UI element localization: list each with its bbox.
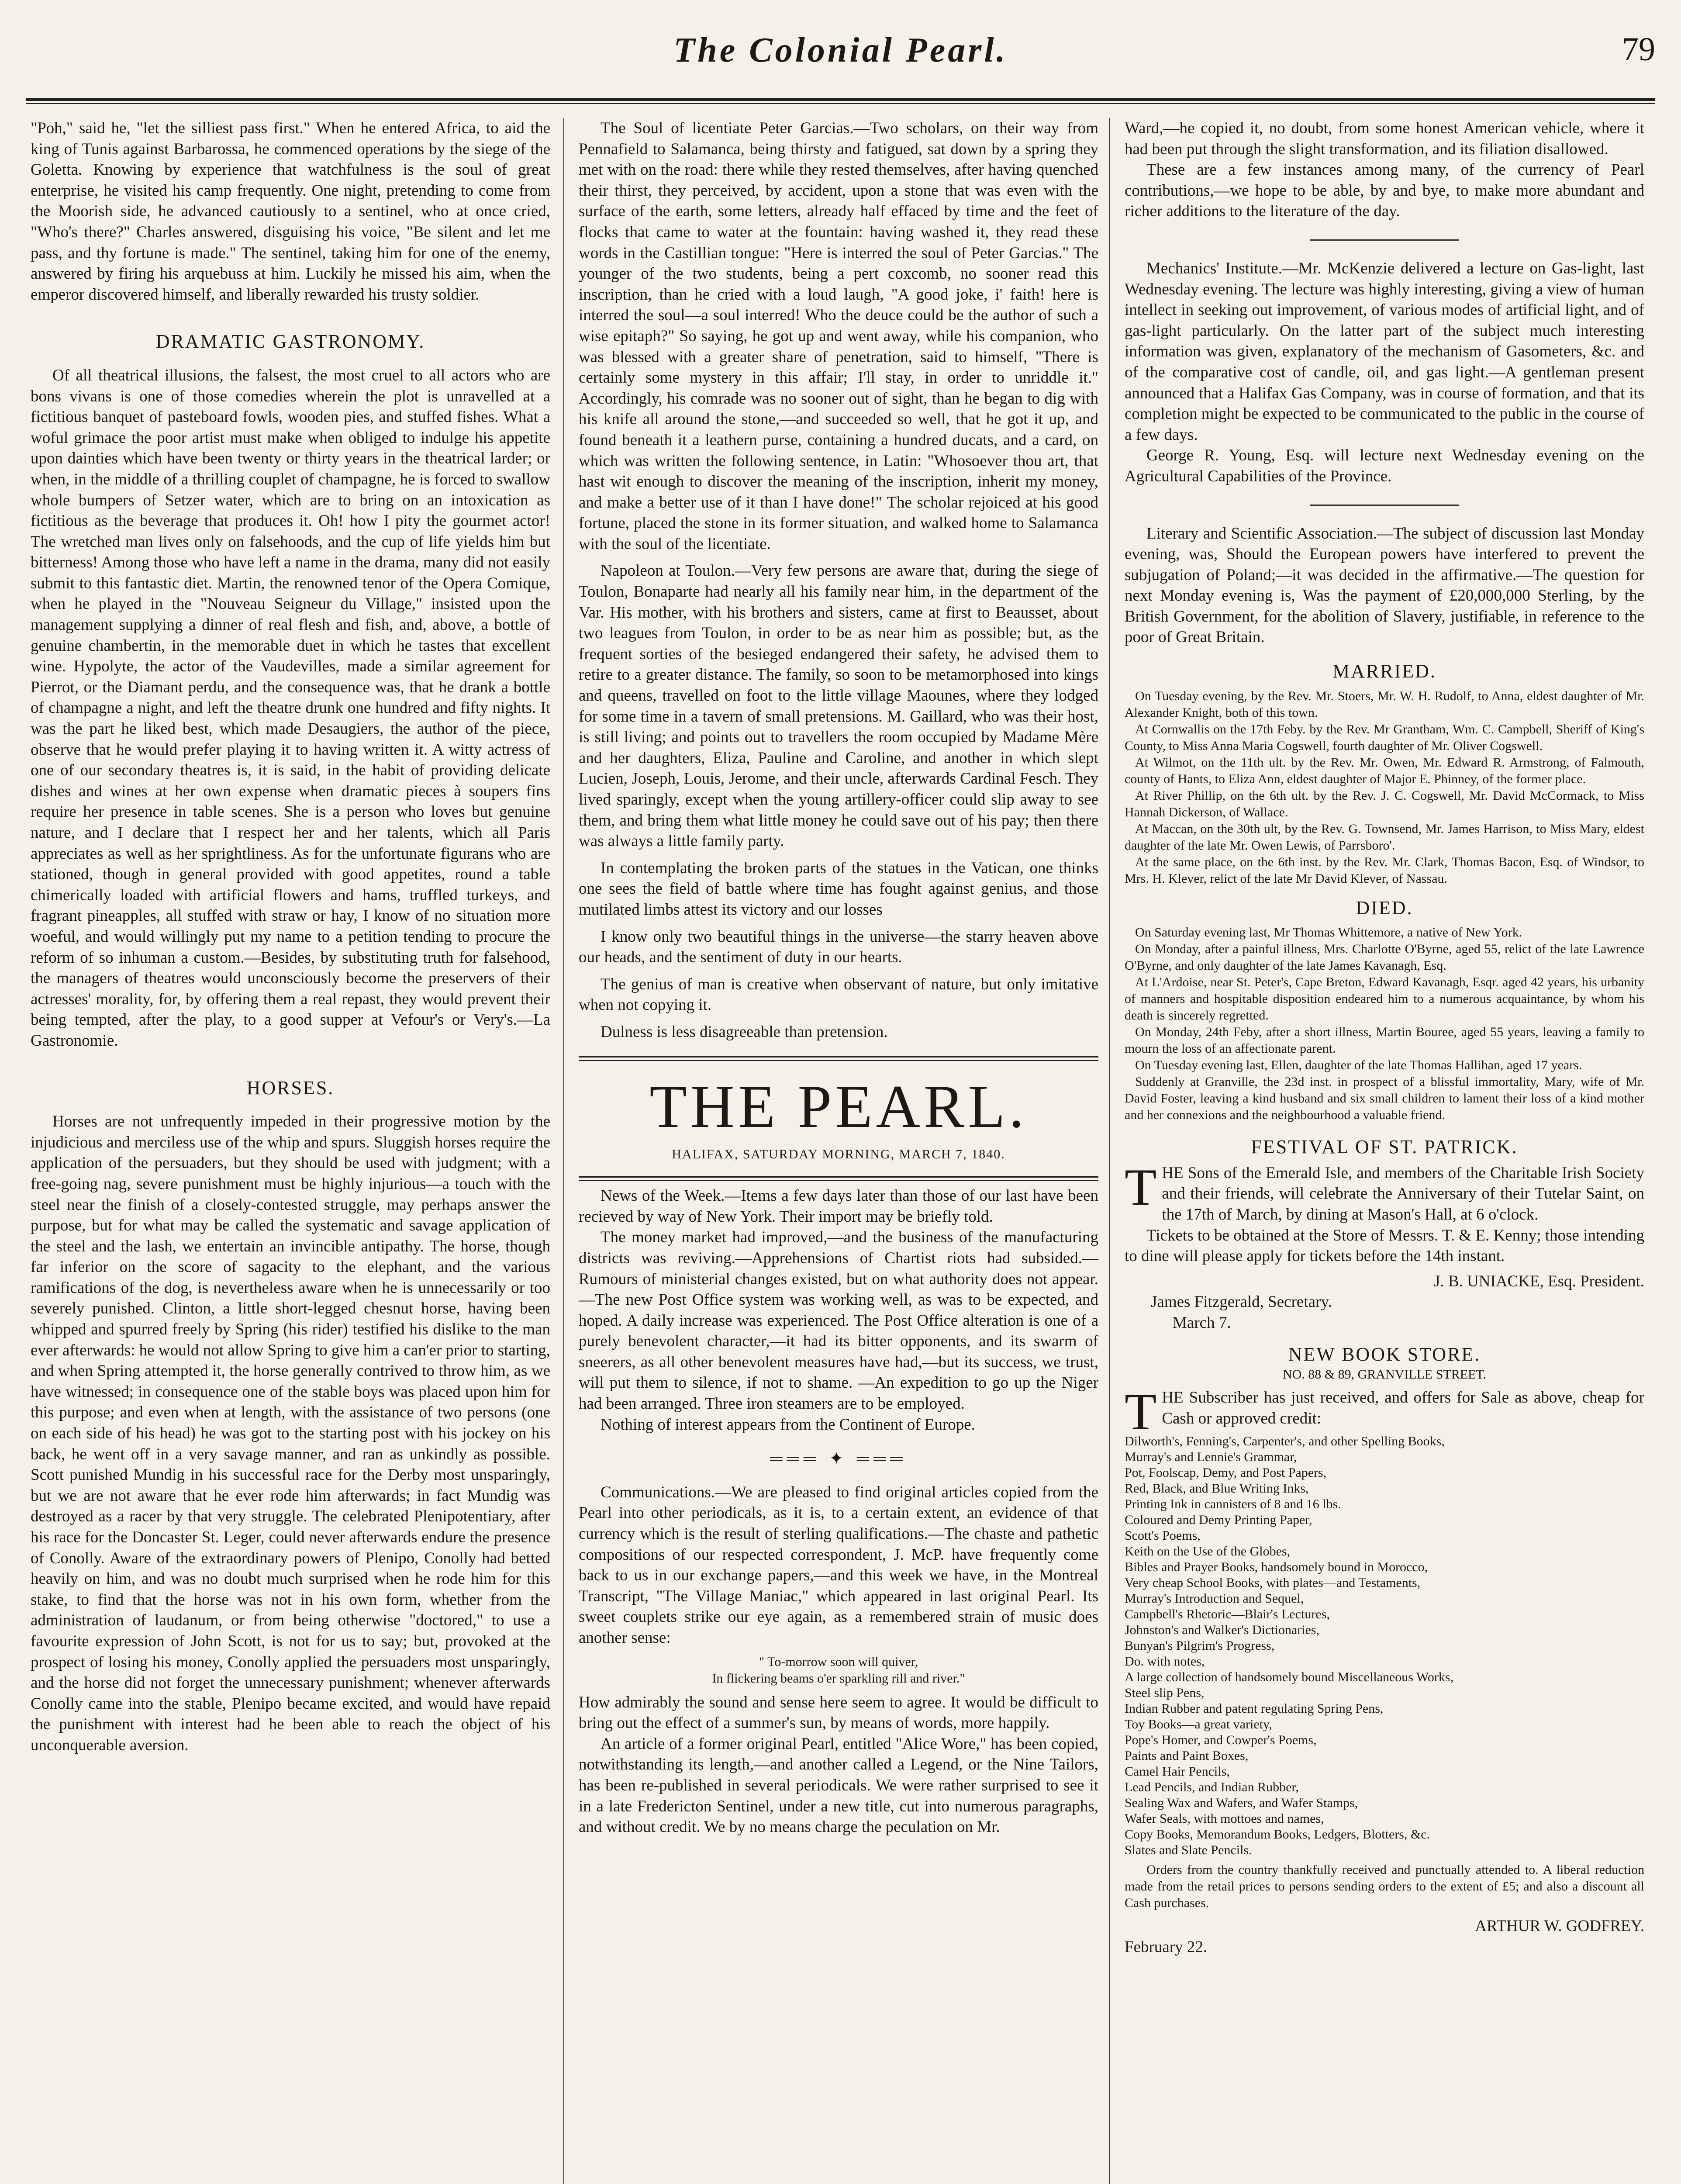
book-item: Toy Books—a great variety, (1125, 1717, 1272, 1732)
masthead (26, 31, 1655, 92)
column-divider (563, 118, 564, 2184)
book-item: Paints and Paint Boxes, (1125, 1749, 1249, 1763)
book-item: Lead Pencils, and Indian Rubber, (1125, 1780, 1299, 1795)
book-item: Steel slip Pens, (1125, 1686, 1205, 1700)
festival-date: March 7. (1173, 1314, 1231, 1332)
pearl-title: THE PEARL. (649, 1072, 1028, 1140)
festival-secretary: James Fitzgerald, Secretary. (1151, 1293, 1332, 1311)
married-item: At the same place, on the 6th inst. by the Rev. Mr. Clark, Thomas Bacon, Esq. of Windsor, to Mrs. H. Klever, relict of the late Mr David Klever, of Nassau. (1125, 854, 1644, 886)
book-item: Bibles and Prayer Books, handsomely bound in Morocco, (1125, 1560, 1428, 1575)
page-number: 79 (1622, 31, 1655, 68)
heading-bookstore: NEW BOOK STORE. (1288, 1343, 1481, 1365)
verse-line-1: " To-morrow soon will quiver, (759, 1654, 918, 1669)
book-item: Indian Rubber and patent regulating Spring Pens, (1125, 1701, 1384, 1716)
ward-paragraph: Ward,—he copied it, no doubt, from some honest American vehicle, where it had been put through the slight transformation, and its filiation disallowed. (1125, 119, 1644, 158)
died-list (1125, 924, 1644, 1123)
book-item: Copy Books, Memorandum Books, Ledgers, Blotters, &c. (1125, 1827, 1430, 1842)
verse-line-2: In flickering beams o'er sparkling rill and river." (712, 1671, 965, 1686)
article-starry-heaven: I know only two beautiful things in the universe—the starry heaven above our heads, and the sentiment of duty in our hearts. (579, 927, 1098, 967)
married-item: At River Phillip, on the 6th ult. by the Rev. J. C. Cogswell, Mr. David McCormack, to Miss Hannah Dickerson, of Wallace. (1125, 788, 1644, 819)
alice-wore-paragraph: An article of a former original Pearl, entitled "Alice Wore," has been copied, notwithstanding its length,—and another called a Legend, or the Nine Tailors, has been re-published in several periodicals. We were rather surprised to see it in a late Fredericton Sentinel, under a new title, cut into numerous paragraphs, and without credit. We by no means charge the peculation on Mr. (579, 1735, 1098, 1836)
communications-paragraph: Communications.—We are pleased to find original articles copied from the Pearl into other periodicals, as it is, to a certain extent, an evidence of that currency which is the result of sterling qualifications.—The chaste and pathetic compositions of our respected correspondent, J. McP. have frequently come back to us in our exchange papers,—and this week we have, in the Montreal Transcript, "The Village Maniac," which appeared in last original Pearl. Its sweet couplets strike our eye again, as a remembered strain of music does another sense: (579, 1483, 1098, 1647)
article-napoleon-toulon: Napoleon at Toulon.—Very few persons are aware that, during the siege of Toulon, Bonaparte had nearly all his family near him, in the department of the Var. His mother, with his brothers and sisters, came at first to Beausset, about two leagues from Toulon, in order to be as near him as possible; but, as the frequent sorties of the besieged endangered their safety, he advised them to retire to a greater distance. The family, so soon to be metamorphosed into kings and queens, travelled on foot to the little village Maounes, where they lodged for some time in a tavern of small pretensions. M. Gaillard, who was their host, is still living; and points out to travellers the room occupied by Madame Mère and her daughters, Eliza, Pauline and Caroline, and another in which slept Lucien, Joseph, Louis, Jerome, and their uncle, afterwards Cardinal Fesch. They lived sparingly, except when the young artillery-officer could slip away to see them, and bring them what little money he could save out of his pay; then there was always a little family party. (579, 562, 1098, 850)
festival-paragraph (1125, 1158, 1644, 1225)
heading-dramatic-gastronomy: DRAMATIC GASTRONOMY. (155, 331, 425, 352)
died-item: On Monday, 24th Feby, after a short illness, Martin Bouree, aged 55 years, leaving a family to mourn the loss of an affectionate parent. (1125, 1025, 1644, 1056)
book-item: Johnston's and Walker's Dictionaries, (1125, 1623, 1320, 1638)
married-item: At Maccan, on the 30th ult, by the Rev. G. Townsend, Mr. James Harrison, to Miss Mary, eldest daughter of the late Mr. Owen Lewis, of Parrsboro'. (1125, 821, 1644, 853)
bookstore-address: NO. 88 & 89, GRANVILLE STREET. (1282, 1367, 1487, 1382)
news-of-week-intro: News of the Week.—Items a few days later than those of our last have been recieved by way of New York. Their import may be briefly told. (579, 1187, 1098, 1226)
book-item: Wafer Seals, with mottoes and names, (1125, 1811, 1324, 1826)
book-item: Pope's Homer, and Cowper's Poems, (1125, 1733, 1317, 1748)
article-dulness: Dulness is less disagreeable than pretension. (601, 1023, 888, 1041)
mechanics-institute-paragraph: Mechanics' Institute.—Mr. McKenzie delivered a lecture on Gas-light, last Wednesday evening. The lecture was highly interesting, giving a view of human intellect in seeking out improvement, of various modes of artificial light, and of gas-light particularly. On the latter part of the subject much interesting information was given, explanatory of the mechanism of Gasometers, &c. and of the comparative cost of candle, oil, and gas light.—A gentleman present announced that a Halifax Gas Company, was in course of formation, and that its completion might be expected to be communicated to the public in the course of a few days. (1125, 259, 1644, 444)
book-item: Bunyan's Pilgrim's Progress, (1125, 1638, 1275, 1653)
bookstore-dropcap: T (1125, 1382, 1157, 1441)
short-rule (1310, 505, 1459, 506)
article-gastronomy-paragraph: Of all theatrical illusions, the falsest, the most cruel to all actors who are bons vivans is one of those comedies wherein the plot is unravelled at a fictitious banquet of pasteboard fowls, wooden pies, and stuffed fishes. What a woful grimace the poor artist must make when obliged to indulge his appetite upon dainties which have been twenty or thirty years in the theatrical larder; or when, in the middle of a thrilling couplet of champagne, he is forced to swallow whole bumpers of Setzer water, which are to bring on an intoxication as fictitious as the beverage that produces it. Oh! how I pity the gourmet actor! The wretched man lives only on falsehoods, and the cup of life yields him but bitterness! Among those who have left a name in the drama, many did not easily submit to this fantastic diet. Martin, the renowned tenor of the Opera Comique, when he played in the "Nouveau Seigneur du Village," insisted upon the management supplying a dinner of real flesh and fish, and, above, a bottle of genuine chambertin, in the memorable duet in which he tastes that excellent wine. Hypolyte, the actor of the Vaudevilles, made a similar agreement for Pierrot, or the Diamant perdu, and the consequence was, that he drank a bottle of champagne a night, and left the theatre drunk one hundred and fifty nights. It was the part he liked best, which made Desaugiers, the author of the piece, observe that he would prefer playing it to having written it. A witty actress of one of our secondary theatres is, it is said, in the habit of providing delicate dishes and wines at her own expense when dramatic pieces à soupers fins require her presence in table scenes. She is a person who loves but genuine nature, and I declare that I respect her and her talents, which all Paris appreciates as well as her sprightliness. As for the unfortunate figurans who are stationed, though in general provided with good appetites, round a table chimerically loaded with artificial flowers and hams, truffled turkeys, and fragrant pineapples, all stuffed with straw or hay, I know of no situation more woeful, and would willingly put my name to a petition tending to procure the reform of so inhuman a custom.—Besides, by substituting truth for falsehood, the managers of theatres would unconsciously become the preservers of their actresses' morality, for, by offering them a real repast, they would prevent their being tempted, after the play, to a good supper at Vefour's or Very's.—La Gastronomie. (31, 366, 550, 1050)
died-item: On Monday, after a painful illness, Mrs. Charlotte O'Byrne, aged 55, relict of the late Lawrence O'Byrne, and only daughter of the late James Kavanagh, Esq. (1125, 942, 1644, 973)
bookstore-intro (1125, 1382, 1644, 1441)
column-divider (1109, 118, 1110, 2184)
book-item: Murray's Introduction and Sequel, (1125, 1591, 1304, 1606)
heading-died: DIED. (1356, 897, 1413, 919)
festival-president: J. B. UNIACKE, Esq. President. (1433, 1272, 1644, 1290)
book-item: Red, Black, and Blue Writing Inks, (1125, 1481, 1309, 1496)
book-item: Camel Hair Pencils, (1125, 1764, 1230, 1779)
book-item: Campbell's Rhetoric—Blair's Lectures, (1125, 1607, 1330, 1622)
died-item: On Saturday evening last, Mr Thomas Whittemore, a native of New York. (1135, 925, 1522, 940)
book-item: Coloured and Demy Printing Paper, (1125, 1513, 1312, 1527)
book-item: Slates and Slate Pencils. (1125, 1843, 1252, 1858)
admirably-paragraph: How admirably the sound and sense here seem to agree. It would be difficult to bring out the effect of a summer's sun, by means of words, more happily. (579, 1693, 1098, 1732)
festival-dropcap: T (1125, 1158, 1157, 1216)
news-of-week-body: The money market had improved,—and the business of the manufacturing districts was reviving.—Apprehensions of Chartist riots had subsided.—Rumours of ministerial changes existed, but on what authority does not appear.—The new Post Office system was working well, as was to be expected, and hoped. A daily increase was experienced. The Post Office alteration is one of a purely benevolent character,—it had its bitter opponents, and its swarm of sneerers, as all other benevolent measures have had,—but its success, we trust, will put them to silence, if not to shame. —An expedition to go up the Niger had been arranged. Three iron steamers are to be employed. (579, 1228, 1098, 1413)
column-2 (579, 118, 1098, 1838)
book-item: Keith on the Use of the Globes, (1125, 1544, 1291, 1559)
article-horses-paragraph: Horses are not unfrequently impeded in their progressive motion by the injudicious and merciless use of the whip and spurs. Sluggish horses require the application of the persuaders, but they should be used with judgment; with a free-going nag, severe punishment must be highly injurious—a touch with the steel near the finish of a closely-contested struggle, may perhaps answer the purpose, but for what may be called the systematic and savage application of the steel and the lash, we entertain an invincible antipathy. The horse, though far inferior on the score of sagacity to the elephant, and the various ramifications of the dog, is nevertheless aware when he is unnecessarily or too severely punished. Clinton, a little short-legged chesnut horse, having been whipped and spurred freely by Spring (his rider) testified his dislike to the man ever afterwards: he would not allow Spring to give him a can'er prior to starting, and when Spring attempted it, the horse generally contrived to throw him, as we have witnessed; in consequence one of the stable boys was placed upon him for this purpose; and even when at length, with the assistance of two persons (one on each side of his head) he was got to the starting post with his jockey on his back, he went off in a very savage manner, and ran as unkindly as possible. Scott punished Mundig in his successful race for the Derby most unsparingly, but we are not aware that he ever rode him afterwards; in fact Mundig was destroyed as a racer by that very struggle. The celebrated Plenipotentiary, after his race for the Doncaster St. Leger, could never afterwards endure the presence of Conolly. Aware of the extraordinary powers of Plenipo, Conolly had betted heavily on him, and was no doubt much surprised when he rode him for this stake, to find that the horse was not in his own form, whether from the administration of laudanum, or from being otherwise "doctored," to use a favourite expression of John Scott, is not for us to say; but, provoked at the prospect of losing his money, Conolly applied the persuaders most unsparingly, and the horse did not forget the unnecessary punishment; whenever afterwards Conolly came into the stable, Plenipo became excited, and would have repaid the punishment with interest had he been able to reach the object of his unconquerable aversion. (31, 1113, 550, 1754)
literary-association-paragraph: Literary and Scientific Association.—The subject of discussion last Monday evening, was, Should the European powers have interfered to prevent the subjugation of Poland;—it was decided in the affirmative.—The question for next Monday evening is, Was the payment of £20,000,000 Sterling, by the British Government, for the abolition of Slavery, justifiable, in reference to the poor of Great Britain. (1125, 524, 1644, 646)
book-item: Murray's and Lennie's Grammar, (1125, 1450, 1297, 1465)
bookstore-orders: Orders from the country thankfully received and punctually attended to. A liberal reduction made from the retail prices to persons sending orders to the extent of £5; and also a discount all Cash purchases. (1125, 1863, 1644, 1911)
died-item: At L'Ardoise, near St. Peter's, Cape Breton, Edward Kavanagh, Esqr. aged 42 years, his urbanity of manners and hospitable disposition endeared him to a numerous acquaintance, by whom his death is sincerely regretted. (1125, 975, 1644, 1023)
heading-married: MARRIED. (1332, 660, 1436, 682)
young-lecture-paragraph: George R. Young, Esq. will lecture next Wednesday evening on the Agricultural Capabilities of the Province. (1125, 446, 1644, 485)
festival-text: HE Sons of the Emerald Isle, and members of the Charitable Irish Society and their friends, will celebrate the Anniversary of their Tutelar Saint, on the 17th of March, by dining at Mason's Hall, at 6 o'clock. (1162, 1164, 1644, 1224)
article-vatican: In contemplating the broken parts of the statues in the Vatican, one thinks one sees the field of battle where time has fought against genius, and those mutilated limbs attest its victory and our losses (579, 859, 1098, 919)
pearl-instances-paragraph: These are a few instances among many, of the currency of Pearl contributions,—we hope to be able, by and bye, to make more abundant and richer additions to the literature of the day. (1125, 161, 1644, 221)
bookstore-date: February 22. (1125, 1938, 1208, 1956)
festival-tickets: Tickets to be obtained at the Store of Messrs. T. & E. Kenny; those intending to dine will please apply for tickets before the 14th instant. (1125, 1226, 1644, 1265)
book-item: Sealing Wax and Wafers, and Wafer Stamps, (1125, 1796, 1358, 1811)
article-peter-garcias: The Soul of licentiate Peter Garcias.—Two scholars, on their way from Pennafield to Salamanca, being thirsty and fatigued, sat down by a spring they met with on the road: there while they rested themselves, after having quenched their thirst, they perceived, by accident, upon a stone that was even with the surface of the earth, some letters, already half effaced by time and the feet of flocks that came to water at the fountain: having washed it, they read these words in the Castillian tongue: "Here is interred the soul of Peter Garcias." The younger of the two students, being a pert coxcomb, no sooner read this inscription, than he cried with a loud laugh, "A good joke, i' faith! here is interred the soul—a soul interred! Who the deuce could be the author of such a wise epitaph?" So saying, he got up and went away, while his companion, who was blessed with a greater share of penetration, said to himself, "There is certainly some mystery in this affair; I'll stay, in order to unriddle it." Accordingly, his comrade was no sooner out of sight, than he began to dig with his knife all around the stone,—and succeeded so well, that he got it up, and found beneath it a leathern purse, containing a hundred ducats, and a card, on which was written the following sentence, in Latin: "Whosoever thou art, that hast wit enough to discover the meaning of the inscription, inherit my money, and make a better use of it than I have done!" The scholar rejoiced at his good fortune, placed the stone in its former situation, and walked home to Salamanca with the soul of the licentiate. (579, 119, 1098, 553)
married-list (1125, 688, 1644, 887)
book-list (1125, 1434, 1644, 1858)
ornament-divider: ═══ ✦ ═══ (770, 1448, 907, 1469)
book-item: Very cheap School Books, with plates—and Testaments, (1125, 1576, 1421, 1590)
section-rule (579, 1176, 1098, 1181)
article-charles-paragraph: "Poh," said he, "let the silliest pass first." When he entered Africa, to aid the king of Tunis against Barbarossa, he commenced operations by the siege of the Goletta. Knowing by experience that watchfulness is the soul of great enterprise, he visited his camp frequently. One night, pretending to come from the Moorish side, he advanced cautiously to a sentinel, who at once cried, "Who's there?" Charles answered, disguising his voice, "Be silent and let me pass, and thy fortune is made." The sentinel, taking him for one of the enemy, answered by firing his arquebuss at him. Luckily he missed his aim, when the emperor discovered himself, and liberally rewarded his trusty soldier. (31, 119, 550, 304)
masthead-title: The Colonial Pearl. (673, 31, 1008, 69)
masthead-rule-thin (26, 103, 1655, 104)
married-item: At Cornwallis on the 17th Feby. by the Rev. Mr Grantham, Wm. C. Campbell, Sheriff of King's County, to Miss Anna Maria Cogswell, fourth daughter of Mr. Oliver Cogswell. (1125, 722, 1644, 753)
book-item: Scott's Poems, (1125, 1528, 1201, 1543)
married-item: On Tuesday evening, by the Rev. Mr. Stoers, Mr. W. H. Rudolf, to Anna, eldest daughter of Mr. Alexander Knight, both of this town. (1125, 688, 1644, 720)
pearl-dateline: HALIFAX, SATURDAY MORNING, MARCH 7, 1840. (672, 1147, 1005, 1161)
column-3 (1125, 118, 1644, 1957)
section-rule (579, 1056, 1098, 1061)
bookstore-signature: ARTHUR W. GODFREY. (1475, 1917, 1644, 1935)
masthead-rule (26, 98, 1655, 101)
book-item: Dilworth's, Fenning's, Carpenter's, and other Spelling Books, (1125, 1434, 1445, 1449)
died-item: On Tuesday evening last, Ellen, daughter of the late Thomas Hallihan, aged 17 years. (1135, 1058, 1582, 1073)
book-item: A large collection of handsomely bound Miscellaneous Works, (1125, 1670, 1454, 1685)
news-of-week-europe: Nothing of interest appears from the Continent of Europe. (601, 1415, 975, 1434)
column-1 (31, 118, 550, 1756)
book-item: Pot, Foolscap, Demy, and Post Papers, (1125, 1465, 1327, 1480)
bookstore-intro-text: HE Subscriber has just received, and offers for Sale as above, cheap for Cash or approved credit: (1162, 1389, 1644, 1427)
article-genius: The genius of man is creative when observant of nature, but only imitative when not copying it. (579, 975, 1098, 1014)
heading-horses: HORSES. (246, 1077, 335, 1099)
married-item: At Wilmot, on the 11th ult. by the Rev. Mr. Owen, Mr. Edward R. Armstrong, of Falmouth, county of Hants, to Eliza Ann, eldest daughter of Major E. Phinney, of the former place. (1125, 755, 1644, 786)
short-rule (1310, 239, 1459, 241)
died-item: Suddenly at Granville, the 23d inst. in prospect of a blissful immortality, Mary, wife of Mr. David Foster, leaving a kind husband and six small children to lament their loss of a kind mother and her connexions and the neighbourhood a valuable friend. (1125, 1075, 1644, 1123)
book-item: Do. with notes, (1125, 1654, 1205, 1669)
book-item: Printing Ink in cannisters of 8 and 16 lbs. (1125, 1497, 1341, 1512)
heading-festival: FESTIVAL OF ST. PATRICK. (1251, 1136, 1518, 1158)
